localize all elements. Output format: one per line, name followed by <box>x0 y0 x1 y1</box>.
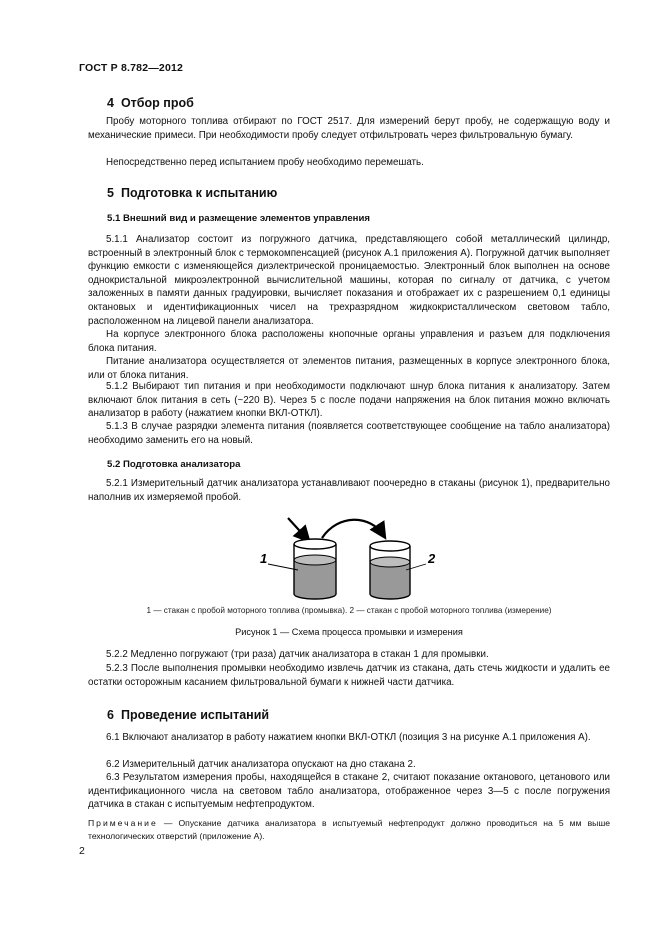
section-title: Отбор проб <box>120 96 194 110</box>
figure-legend: 1 — стакан с пробой моторного топлива (промывка). 2 — стакан с пробой моторного топлива (измерение) <box>146 606 552 615</box>
paragraph: 5.1.2 Выбирают тип питания и при необходимости подключают шнур блока питания к анализатору. Затем включают блок питания в сеть (~220 В). Через 5 с после подачи напряжения на блок питания можно включать анализатор в работу (нажатием кнопки ВКЛ-ОТКЛ). <box>88 381 610 420</box>
page-number: 2 <box>79 845 85 857</box>
figure-caption: Рисунок 1 — Схема процесса промывки и измерения <box>235 627 463 637</box>
paragraph: 6.2 Измерительный датчик анализатора опускают на дно стакана 2. <box>106 759 416 770</box>
paragraph: 5.2.2 Медленно погружают (три раза) датчик анализатора в стакан 1 для промывки. <box>106 649 489 660</box>
section-number: 4 <box>107 96 114 110</box>
note <box>88 817 610 842</box>
section-6-heading <box>107 708 269 722</box>
paragraph: Пробу моторного топлива отбирают по ГОСТ 2517. Для измерений берут пробу, не содержащую воду и механические примеси. При необходимости пробу следует отфильтровать через фильтровальную бумагу. <box>88 116 610 141</box>
paragraph: 6.1 Включают анализатор в работу нажатием кнопки ВКЛ-ОТКЛ (позиция 3 на рисунке А.1 приложения А). <box>106 732 591 743</box>
section-title: Проведение испытаний <box>120 708 270 722</box>
paragraph: Непосредственно перед испытанием пробу необходимо перемешать. <box>106 157 424 168</box>
transfer-arrow <box>322 520 384 538</box>
note-prefix: Примечание <box>88 818 158 828</box>
subsection-5-2-heading: 5.2 Подготовка анализатора <box>107 459 241 470</box>
section-4-heading <box>107 96 194 110</box>
subsection-5-1-heading: 5.1 Внешний вид и размещение элементов управления <box>107 213 370 224</box>
section-title: Подготовка к испытанию <box>120 186 278 200</box>
paragraph: 5.2.1 Измерительный датчик анализатора устанавливают поочередно в стаканы (рисунок 1), предварительно наполнив их измеряемой пробой. <box>88 478 610 503</box>
paragraph: 5.1.1 Анализатор состоит из погружного датчика, представляющего собой металлический цилиндр, встроенный в электронный блок с термокомпенсацией (рисунок А.1 приложения А). Погружной датчик выполняет функцию емкости с изменяющейся диэлектрической проницаемостью. Электронный блок выполнен на основе однокристальной микроэлектронной вычислительной машины, которая по сигналу от датчика, с учетом заложенных в памяти данных градуировки, вычисляет показания и отображает их с разрешением 0,1 единицы октановых и идентификационных чисел на трехразрядном жидкокристаллическом световом табло, расположенном на лицевой панели анализатора. <box>88 234 610 327</box>
paragraph: Питание анализатора осуществляется от элементов питания, размещенных в корпусе электронного блока, или от блока питания. <box>88 356 610 381</box>
beaker-1 <box>294 539 336 599</box>
figure-label-1: 1 <box>260 551 268 566</box>
note-text: — Опускание датчика анализатора в испытуемый нефтепродукт должно проводиться на 5 мм выше технологических отверстий (приложение А). <box>88 818 610 841</box>
paragraph: 5.1.3 В случае разрядки элемента питания (появляется соответствующее сообщение на табло анализатора) необходимо заменить его на новый. <box>88 421 610 446</box>
paragraph: На корпусе электронного блока расположены кнопочные органы управления и разъем для подключения блока питания. <box>88 329 610 354</box>
beaker-2 <box>370 541 410 599</box>
section-5-heading <box>107 186 277 200</box>
insert-arrow <box>288 518 308 540</box>
paragraph: 5.2.3 После выполнения промывки необходимо извлечь датчик из стакана, дать стечь жидкости и удалить ее остатки осторожным касанием фильтровальной бумаги к нижней части датчика. <box>88 663 610 688</box>
document-code: ГОСТ Р 8.782—2012 <box>79 62 184 74</box>
figure-label-2: 2 <box>428 551 436 566</box>
paragraph: 6.3 Результатом измерения пробы, находящейся в стакане 2, считают показание октанового, цетанового или идентификационного числа на световом табло анализатора, отображенное через 3—5 с после погружения датчика в стакан с испытуемым нефтепродуктом. <box>88 772 610 811</box>
figure-beakers <box>250 510 450 602</box>
section-number: 6 <box>107 708 114 722</box>
section-number: 5 <box>107 186 114 200</box>
